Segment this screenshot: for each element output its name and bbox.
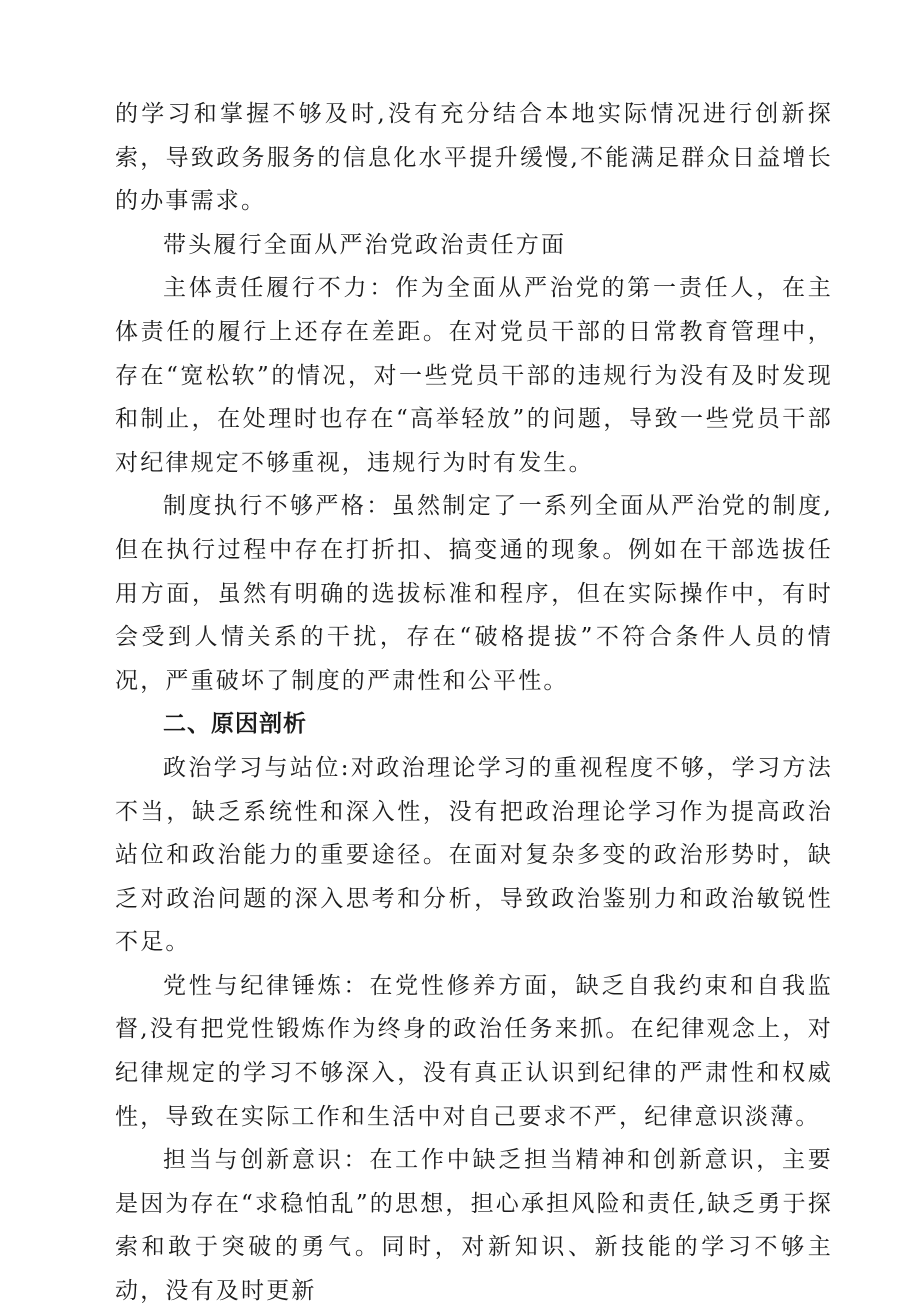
paragraph-main-responsibility: 主体责任履行不力：作为全面从严治党的第一责任人，在主体责任的履行上还存在差距。在对党员干部的日常教育管理中，存在“宽松软”的情况，对一些党员干部的违规行为没有及时发现和制止，在处理时也存在“高举轻放”的问题，导致一些党员干部对纪律规定不够重视，违规行为时有发生。 [115, 275, 833, 476]
section-heading-cause-analysis: 二、原因剖析 [163, 711, 307, 738]
document-body [115, 93, 833, 1314]
paragraph-continuation: 的学习和掌握不够及时,没有充分结合本地实际情况进行创新探索，导致政务服务的信息化水平提升缓慢,不能满足群众日益增长的办事需求。 [115, 101, 833, 215]
paragraph-system-execution: 制度执行不够严格：虽然制定了一系列全面从严治党的制度,但在执行过程中存在打折扣、搞变通的现象。例如在干部选拔任用方面，虽然有明确的选拔标准和程序，但在实际操作中，有时会受到人情关系的干扰，存在“破格提拔”不符合条件人员的情况，严重破坏了制度的严肃性和公平性。 [115, 493, 833, 694]
paragraph-political-study: 政治学习与站位:对政治理论学习的重视程度不够，学习方法不当，缺乏系统性和深入性，没有把政治理论学习作为提高政治站位和政治能力的重要途径。在面对复杂多变的政治形势时，缺乏对政治问题的深入思考和分析，导致政治鉴别力和政治敏锐性不足。 [115, 754, 833, 956]
paragraph-party-discipline: 党性与纪律锤炼：在党性修养方面，缺乏自我约束和自我监督,没有把党性锻炼作为终身的政治任务来抓。在纪律观念上，对纪律规定的学习不够深入，没有真正认识到纪律的严肃性和权威性，导致在实际工作和生活中对自己要求不严，纪律意识淡薄。 [115, 972, 833, 1130]
paragraph-responsibility-innovation: 担当与创新意识：在工作中缺乏担当精神和创新意识，主要是因为存在“求稳怕乱”的思想，担心承担风险和责任,缺乏勇于探索和敢于突破的勇气。同时，对新知识、新技能的学习不够主动，没有及时更新 [115, 1147, 833, 1305]
section-subheading: 带头履行全面从严治党政治责任方面 [163, 231, 567, 258]
